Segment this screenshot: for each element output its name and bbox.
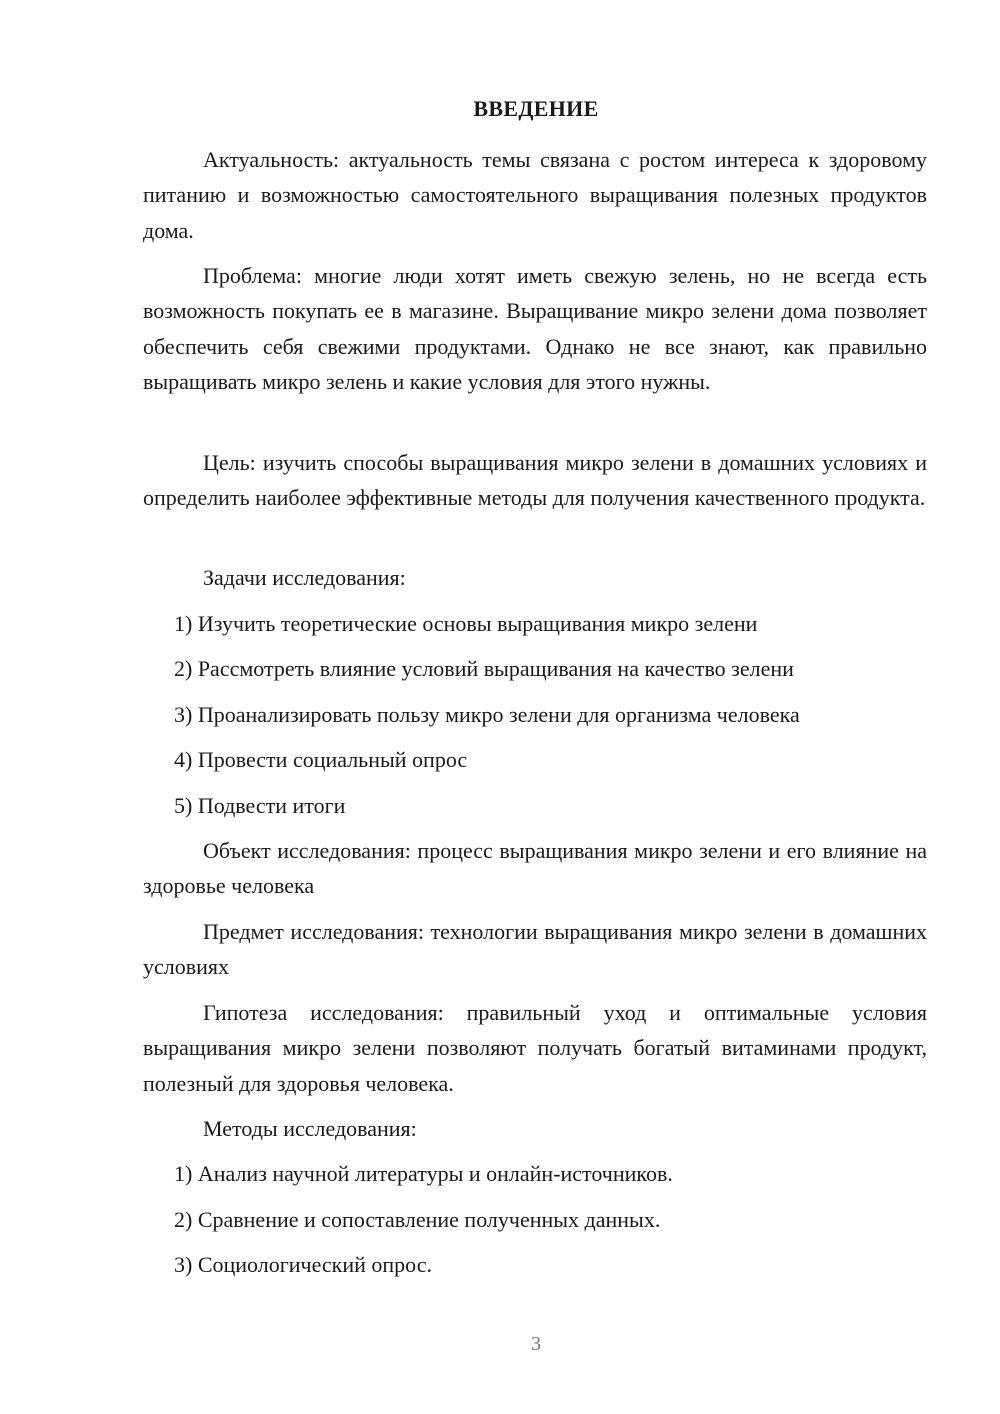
task-item-2: 2) Рассмотреть влияние условий выращивания на качество зелени: [174, 656, 794, 681]
section-title: ВВЕДЕНИЕ: [473, 96, 599, 121]
tasks-heading: Задачи исследования:: [203, 565, 406, 590]
task-item-1: 1) Изучить теоретические основы выращивания микро зелени: [174, 611, 758, 636]
task-item-4: 4) Провести социальный опрос: [174, 747, 468, 772]
problem-paragraph: Проблема: многие люди хотят иметь свежую зелень, но не всегда есть возможность покупать ее в магазине. Выращивание микро зелени дома позволяет обеспечить себя свежими продуктами. Однако не все знают, как правильно выращивать микро зелень и какие условия для этого нужны.: [143, 263, 927, 394]
relevance-paragraph: Актуальность: актуальность темы связана с ростом интереса к здоровому питанию и возможностью самостоятельного выращивания полезных продуктов дома.: [143, 147, 927, 243]
page-number: 3: [531, 1333, 541, 1355]
subject-paragraph: Предмет исследования: технологии выращивания микро зелени в домашних условиях: [143, 919, 927, 980]
task-item-3: 3) Проанализировать пользу микро зелени для организма человека: [174, 702, 800, 727]
hypothesis-paragraph: Гипотеза исследования: правильный уход и оптимальные условия выращивания микро зелени позволяют получать богатый витаминами продукт, полезный для здоровья человека.: [143, 1000, 927, 1096]
method-item-3: 3) Социологический опрос.: [174, 1252, 432, 1277]
method-item-2: 2) Сравнение и сопоставление полученных данных.: [174, 1207, 661, 1232]
task-item-5: 5) Подвести итоги: [174, 793, 346, 818]
object-paragraph: Объект исследования: процесс выращивания микро зелени и его влияние на здоровье человека: [143, 838, 927, 899]
goal-paragraph: Цель: изучить способы выращивания микро зелени в домашних условиях и определить наиболее эффективные методы для получения качественного продукта.: [143, 450, 927, 511]
method-item-1: 1) Анализ научной литературы и онлайн-источников.: [174, 1161, 673, 1186]
methods-heading: Методы исследования:: [203, 1116, 417, 1141]
